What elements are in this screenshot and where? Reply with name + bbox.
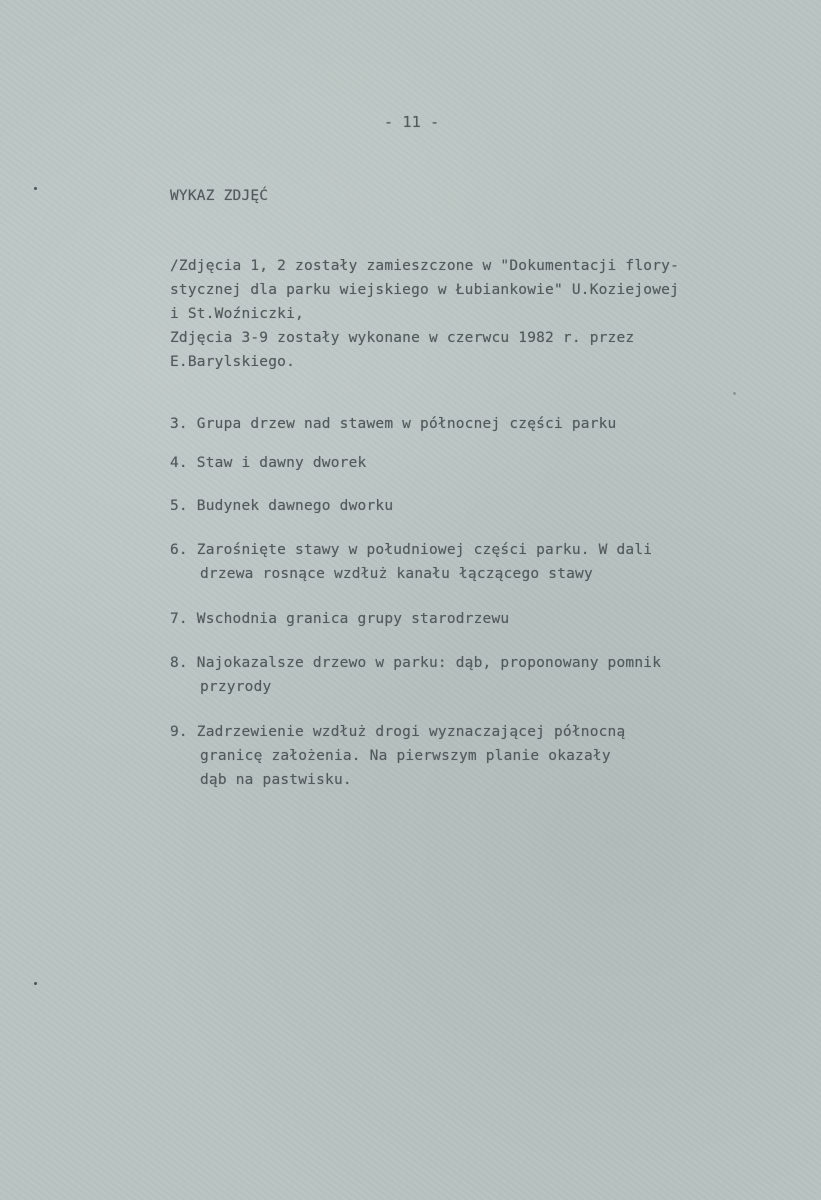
intro-line: i St.Woźniczki, <box>170 306 304 322</box>
list-item-9 <box>170 720 625 792</box>
paper-speck <box>34 982 37 985</box>
list-item-line: przyrody <box>200 679 272 695</box>
list-item-line: 7. Wschodnia granica grupy starodrzewu <box>170 611 510 627</box>
intro-line: /Zdjęcia 1, 2 zostały zamieszczone w "Dokumentacji flory- <box>170 258 679 274</box>
paper-speck <box>733 392 736 395</box>
list-item-line: granicę założenia. Na pierwszym planie okazały <box>200 748 611 764</box>
intro-line: Zdjęcia 3-9 zostały wykonane w czerwcu 1982 r. przez <box>170 330 635 346</box>
list-item-line: 8. Najokazalsze drzewo w parku: dąb, proponowany pomnik <box>170 655 662 671</box>
list-item-4 <box>170 451 366 475</box>
page-number: - 11 - <box>384 113 440 131</box>
list-heading: WYKAZ ZDJĘĆ <box>170 188 269 204</box>
intro-line: E.Barylskiego. <box>170 354 296 370</box>
list-item-line: 9. Zadrzewienie wzdłuż drogi wyznaczającej północną <box>170 724 626 740</box>
list-item-line: 3. Grupa drzew nad stawem w północnej części parku <box>170 416 617 432</box>
list-item-5 <box>170 494 393 518</box>
list-item-7 <box>170 607 509 631</box>
intro-note <box>170 254 679 374</box>
list-item-6 <box>170 538 652 586</box>
list-item-8 <box>170 651 661 699</box>
intro-line: stycznej dla parku wiejskiego w Łubiankowie" U.Koziejowej <box>170 282 679 298</box>
list-item-line: drzewa rosnące wzdłuż kanału łączącego stawy <box>200 566 593 582</box>
list-item-line: 4. Staw i dawny dworek <box>170 455 367 471</box>
list-item-3 <box>170 412 617 436</box>
list-item-line: 6. Zarośnięte stawy w południowej części parku. W dali <box>170 542 653 558</box>
list-item-line: 5. Budynek dawnego dworku <box>170 498 394 514</box>
list-item-line: dąb na pastwisku. <box>200 772 352 788</box>
paper-speck <box>34 187 37 190</box>
